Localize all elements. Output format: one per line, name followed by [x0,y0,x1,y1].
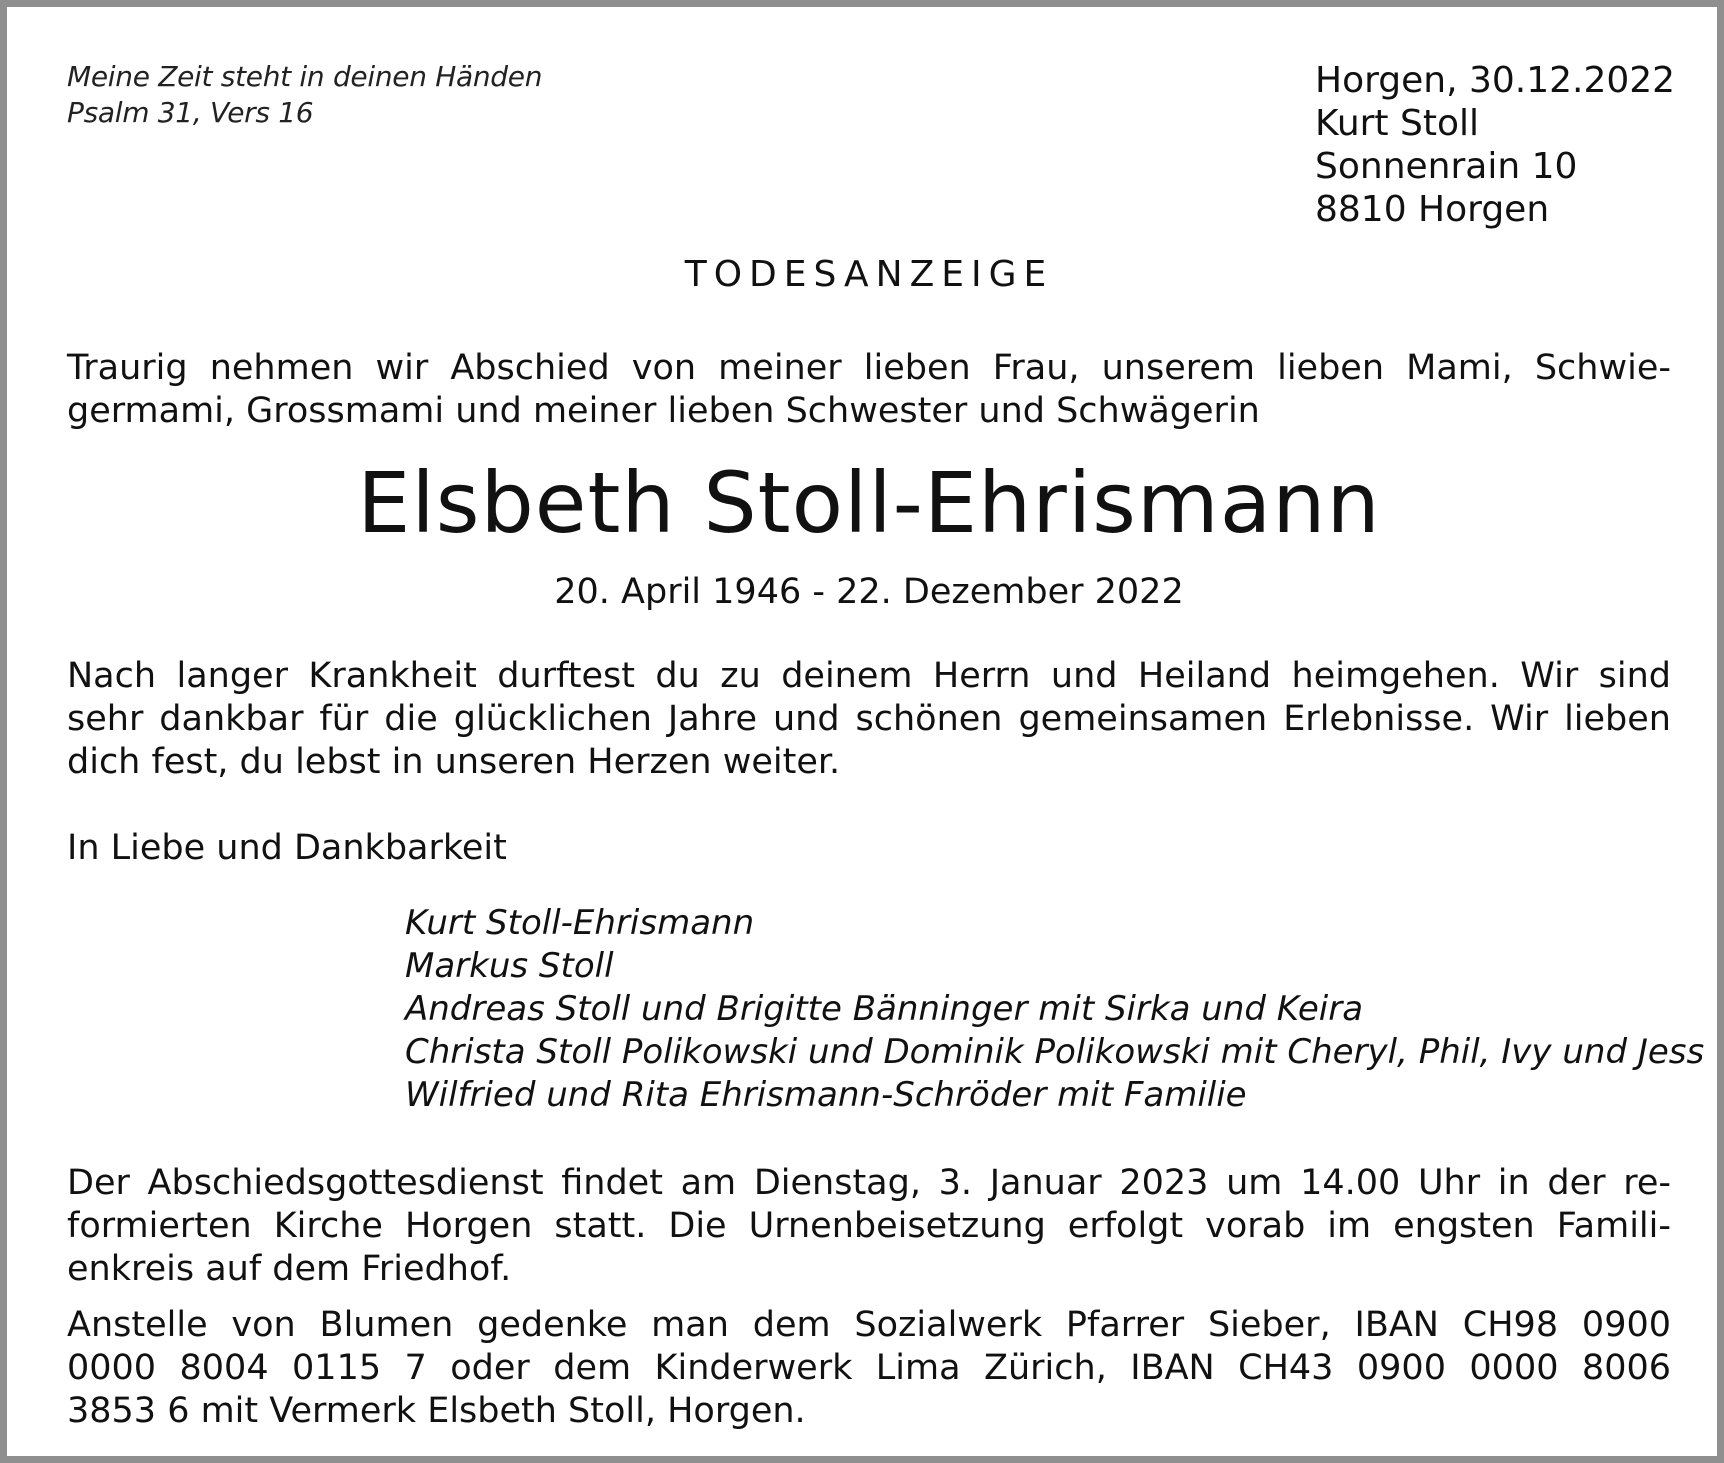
mourner-entry: Kurt Stoll-Ehrismann [405,903,755,943]
message-line: Nach langer Krankheit durftest du zu deinem Herrn und Heiland heimgehen. Wir sind [67,656,1671,696]
motto-reference: Psalm 31, Vers 16 [67,96,314,129]
place-and-date: Horgen, 30.12.2022 [1315,60,1676,101]
farewell-message [67,655,1671,784]
sender-street: Sonnenrain 10 [1315,146,1578,187]
service-line: formierten Kirche Horgen statt. Die Urnenbeisetzung erfolgt vorab im engsten Famili- [67,1206,1671,1246]
deceased-name: Elsbeth Stoll-Ehrismann [357,454,1381,552]
intro-line: germami, Grossmami und meiner lieben Schwester und Schwägerin [67,391,1260,431]
motto-quote: Meine Zeit steht in deinen Händen [67,60,543,93]
donation-line: 3853 6 mit Vermerk Elsbeth Stoll, Horgen. [67,1391,806,1431]
mourner-entry: Andreas Stoll und Brigitte Bänninger mit Sirka und Keira [405,989,1364,1029]
sender-address [1315,59,1675,231]
message-line: sehr dankbar für die glücklichen Jahre und schönen gemeinsamen Erlebnisse. Wir lieben [67,699,1671,739]
mourner-entry: Markus Stoll [405,946,614,986]
notice-heading: TODESANZEIGE [684,254,1054,295]
sender-name: Kurt Stoll [1315,103,1479,144]
bible-motto [67,59,542,131]
service-line: Der Abschiedsgottesdienst findet am Dienstag, 3. Januar 2023 um 14.00 Uhr in der re- [67,1163,1671,1203]
life-dates: 20. April 1946 - 22. Dezember 2022 [554,572,1184,612]
service-info [67,1162,1671,1291]
intro-line: Traurig nehmen wir Abschied von meiner lieben Frau, unserem lieben Mami, Schwie- [67,348,1671,388]
donation-line: 0000 8004 0115 7 oder dem Kinderwerk Lima Zürich, IBAN CH43 0900 0000 8006 [67,1348,1671,1388]
mourner-entry: Christa Stoll Polikowski und Dominik Polikowski mit Cheryl, Phil, Ivy und Jess [405,1032,1705,1072]
closing-phrase: In Liebe und Dankbarkeit [67,828,507,868]
intro-paragraph [67,347,1671,433]
mourner-entry: Wilfried und Rita Ehrismann-Schröder mit Familie [405,1075,1247,1115]
mourners-list [405,902,1705,1117]
donation-line: Anstelle von Blumen gedenke man dem Sozialwerk Pfarrer Sieber, IBAN CH98 0900 [67,1305,1671,1345]
sender-city: 8810 Horgen [1315,189,1550,230]
donation-info [67,1304,1671,1433]
message-line: dich fest, du lebst in unseren Herzen weiter. [67,742,841,782]
service-line: enkreis auf dem Friedhof. [67,1249,512,1289]
